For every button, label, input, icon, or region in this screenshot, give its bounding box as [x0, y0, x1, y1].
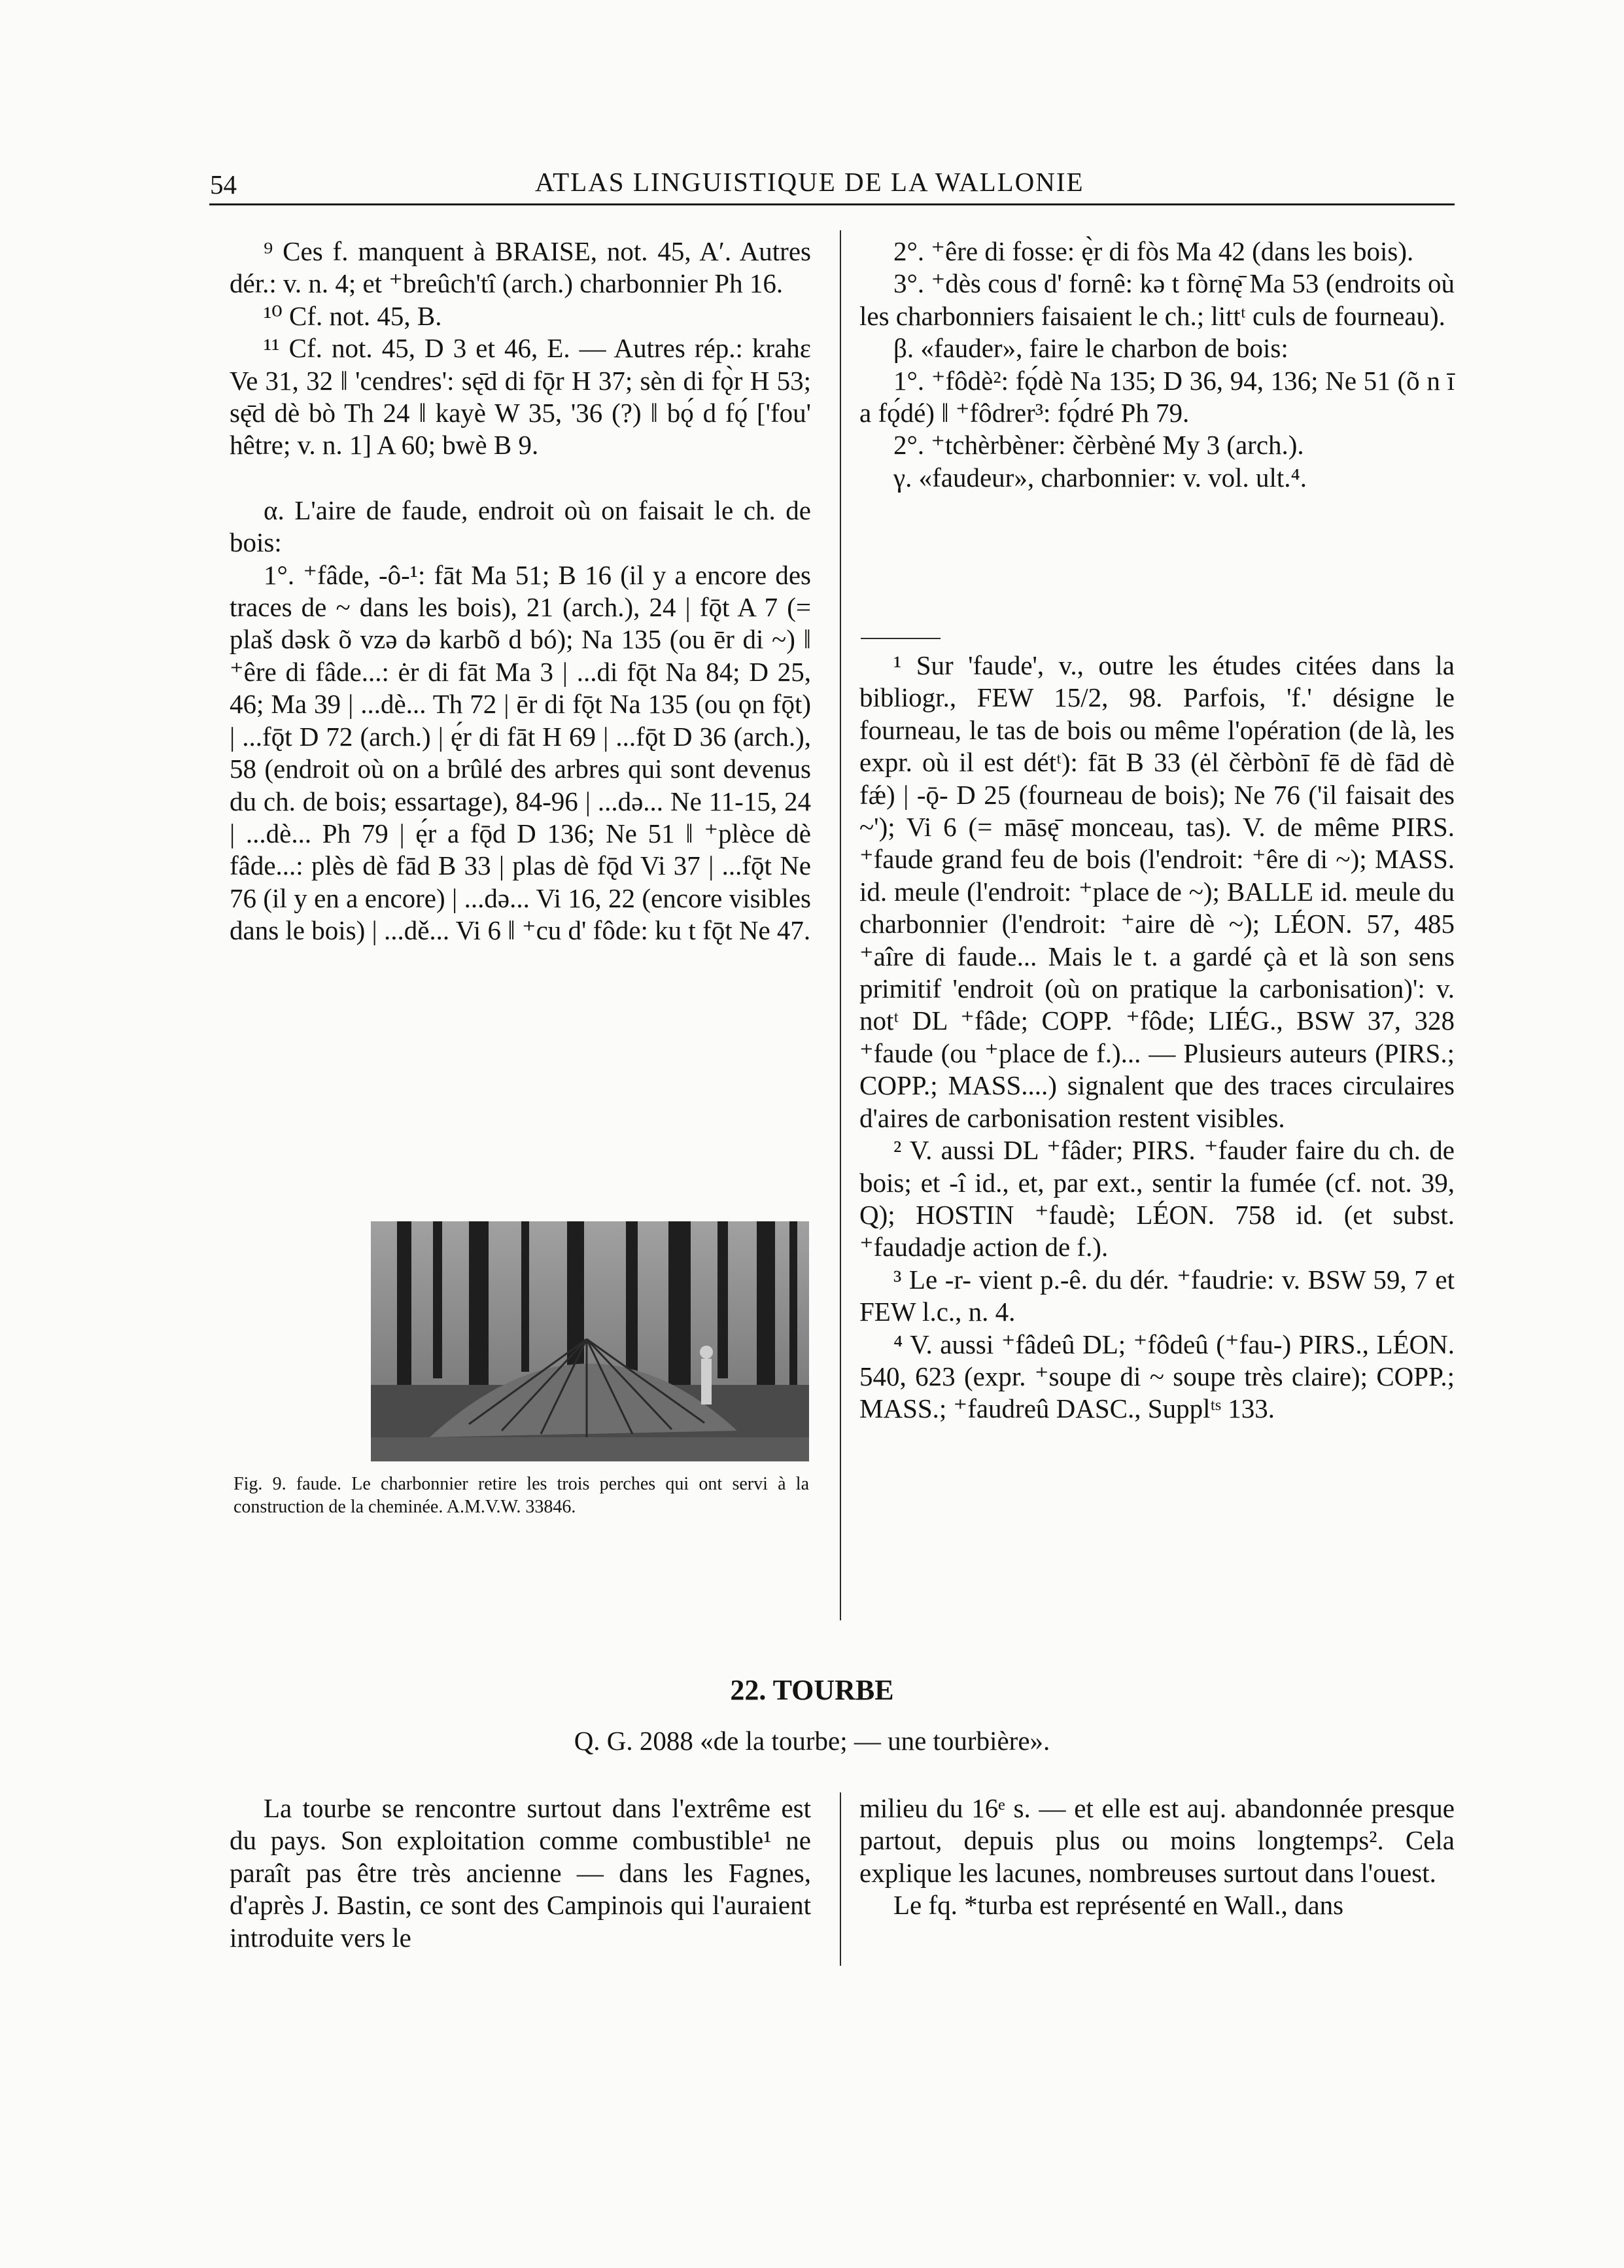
section-title: 22. TOURBE: [730, 1674, 894, 1706]
left-column: [230, 236, 811, 947]
section-paragraph-right-2: Le fq. *turba est représenté en Wall., dans: [893, 1890, 1344, 1921]
alpha-entry-1: 1°. ⁺fâde, -ô-¹: fāt Ma 51; B 16 (il y a encore des traces de ~ dans les bois), 21 (arch.), 24 | fǭt A 7 (= plaš dəsk õ vzə də karbõ d bó); Na 135 (ou ēr di ~) ‖ ⁺êre di fâde...: ėr di fāt Ma 3 | ...di fǭt Na 84; D 25, 46; Ma 39 | ...dè... Th 72 | ēr di fǭt Na 135 (ou ǫn fǭt) | ...fǭt D 72 (arch.) | ę́r di fāt H 69 | ...fǭt D 36 (arch.), 58 (endroit où on a brûlé des arbres qui sont devenus du ch. de bois; essartage), 84-96 | ...də... Ne 11-15, 24 | ...dè... Ph 79 | ę́r a fǭd D 136; Ne 51 ‖ ⁺plèce dè fâde...: plès dè fād B 33 | plas dè fǭd Vi 37 | ...fǭt Ne 76 (il y en a encore) | ...də... Vi 16, 22 (encore visibles dans le bois) | ...dě... Vi 6 ‖ ⁺cu d' fôde: ku t fǭt Ne 47.: [230, 559, 811, 946]
section-paragraph-right-1: milieu du 16ᵉ s. — et elle est auj. abandonnée presque partout, depuis plus ou moins longtemps². Cela explique les lacunes, nombreuses surtout dans l'ouest.: [859, 1793, 1455, 1888]
beta-intro: β. «fauder», faire le charbon de bois:: [893, 333, 1288, 364]
alpha-intro: α. L'aire de faude, endroit où on faisait le ch. de bois:: [230, 495, 811, 558]
beta-entry-1: 1°. ⁺fôdè²: fǫ́dè Na 135; D 36, 94, 136; Ne 51 (õ n ī a fǫ́dé) ‖ ⁺fôdrer³: fǫ́dré Ph 79.: [859, 365, 1455, 428]
questionnaire-reference: Q. G. 2088 «de la tourbe; — une tourbière».: [574, 1726, 1050, 1756]
footnote-3: ³ Le -r- vient p.-ê. du dér. ⁺faudrie: v. BSW 59, 7 et FEW l.c., n. 4.: [859, 1264, 1455, 1327]
footnote-2: ² V. aussi DL ⁺fâder; PIRS. ⁺fauder faire du ch. de bois; et -î id., et, par ext., sentir la fumée (cf. not. 39, Q); HOSTIN ⁺faudè; LÉON. 758 id. (et subst. ⁺faudadje action de f.).: [859, 1135, 1455, 1263]
footnote-rule: [861, 638, 941, 639]
section-right-column: [859, 1792, 1455, 1922]
column-divider: [840, 230, 841, 1620]
alpha-entry-3: 3°. ⁺dès cous d' fornê: kə t fòrnę̄ Ma 53 (endroits où les charbonniers faisaient le ch.; littᵗ culs de fourneau).: [859, 268, 1455, 331]
section-left-column: [230, 1792, 811, 1954]
footnote-9: ⁹ Ces f. manquent à BRAISE, not. 45, A′. Autres dér.: v. n. 4; et ⁺breûch'tî (arch.) charbonnier Ph 16.: [230, 236, 811, 299]
page-number: 54: [210, 169, 237, 200]
right-column: [859, 236, 1455, 494]
figure-photo-charcoal-kiln: [371, 1221, 809, 1461]
figure-caption: Fig. 9. faude. Le charbonnier retire les trois perches qui ont servi à la construction de la cheminée. A.M.V.W. 33846.: [233, 1474, 809, 1517]
footnotes: [859, 650, 1455, 1425]
gamma-entry: γ. «faudeur», charbonnier: v. vol. ult.⁴.: [893, 462, 1307, 493]
header-rule: [209, 203, 1455, 205]
footnote-10: ¹⁰ Cf. not. 45, B.: [264, 300, 442, 331]
section-paragraph-left: La tourbe se rencontre surtout dans l'extrême est du pays. Son exploitation comme combustible¹ ne paraît pas être très ancienne — dans les Fagnes, d'après J. Bastin, ce sont des Campinois qui l'auraient introduite vers le: [230, 1793, 811, 1953]
alpha-entry-2: 2°. ⁺êre di fosse: ę̀r di fòs Ma 42 (dans les bois).: [893, 236, 1414, 266]
footnote-4: ⁴ V. aussi ⁺fâdeû DL; ⁺fôdeû (⁺fau-) PIRS., LÉON. 540, 623 (expr. ⁺soupe di ~ soupe très claire); COPP.; MASS.; ⁺faudreû DASC., Supplᵗˢ 133.: [859, 1329, 1455, 1424]
footnote-1: ¹ Sur 'faude', v., outre les études citées dans la bibliogr., FEW 15/2, 98. Parfois, 'f.' désigne le fourneau, le tas de bois ou même l'opération (de là, les expr. où il est détᵗ): fāt B 33 (ėl čèrbònī fē dè fād dè fǽ) | -ǭ- D 25 (fourneau de bois); Ne 76 ('il faisait des ~'); Vi 6 (= māsę̄ monceau, tas). V. de même PIRS. ⁺faude grand feu de bois (l'endroit: ⁺êre di ~); MASS. id. meule (l'endroit: ⁺place de ~); BALLE id. meule du charbonnier (l'endroit: ⁺aire dè ~); LÉON. 57, 485 ⁺aîre di faude... Mais le t. a gardé çà et là son sens primitif 'endroit (où on pratique la carbonisation)': v. notᵗ DL ⁺fâde; COPP. ⁺fôde; LIÉG., BSW 37, 328 ⁺faude (ou ⁺place de f.)... — Plusieurs auteurs (PIRS.; COPP.; MASS....) signalent que des traces circulaires d'aires de carbonisation restent visibles.: [859, 650, 1455, 1133]
running-head: ATLAS LINGUISTIQUE DE LA WALLONIE: [535, 167, 1084, 197]
footnote-11: ¹¹ Cf. not. 45, D 3 et 46, E. — Autres rép.: krahɛ Ve 31, 32 ‖ 'cendres': sę̄d di fǭr H 37; sèn di fǫ̀r H 53; sę̄d dè bò Th 24 ‖ kayè W 35, '36 (?) ‖ bǫ́ d fǫ́ ['fou' hêtre; v. n. 1] A 60; bwè B 9.: [230, 333, 811, 461]
beta-entry-2: 2°. ⁺tchèrbèner: čèrbèné My 3 (arch.).: [893, 430, 1304, 461]
column-divider-bottom: [840, 1792, 841, 1966]
